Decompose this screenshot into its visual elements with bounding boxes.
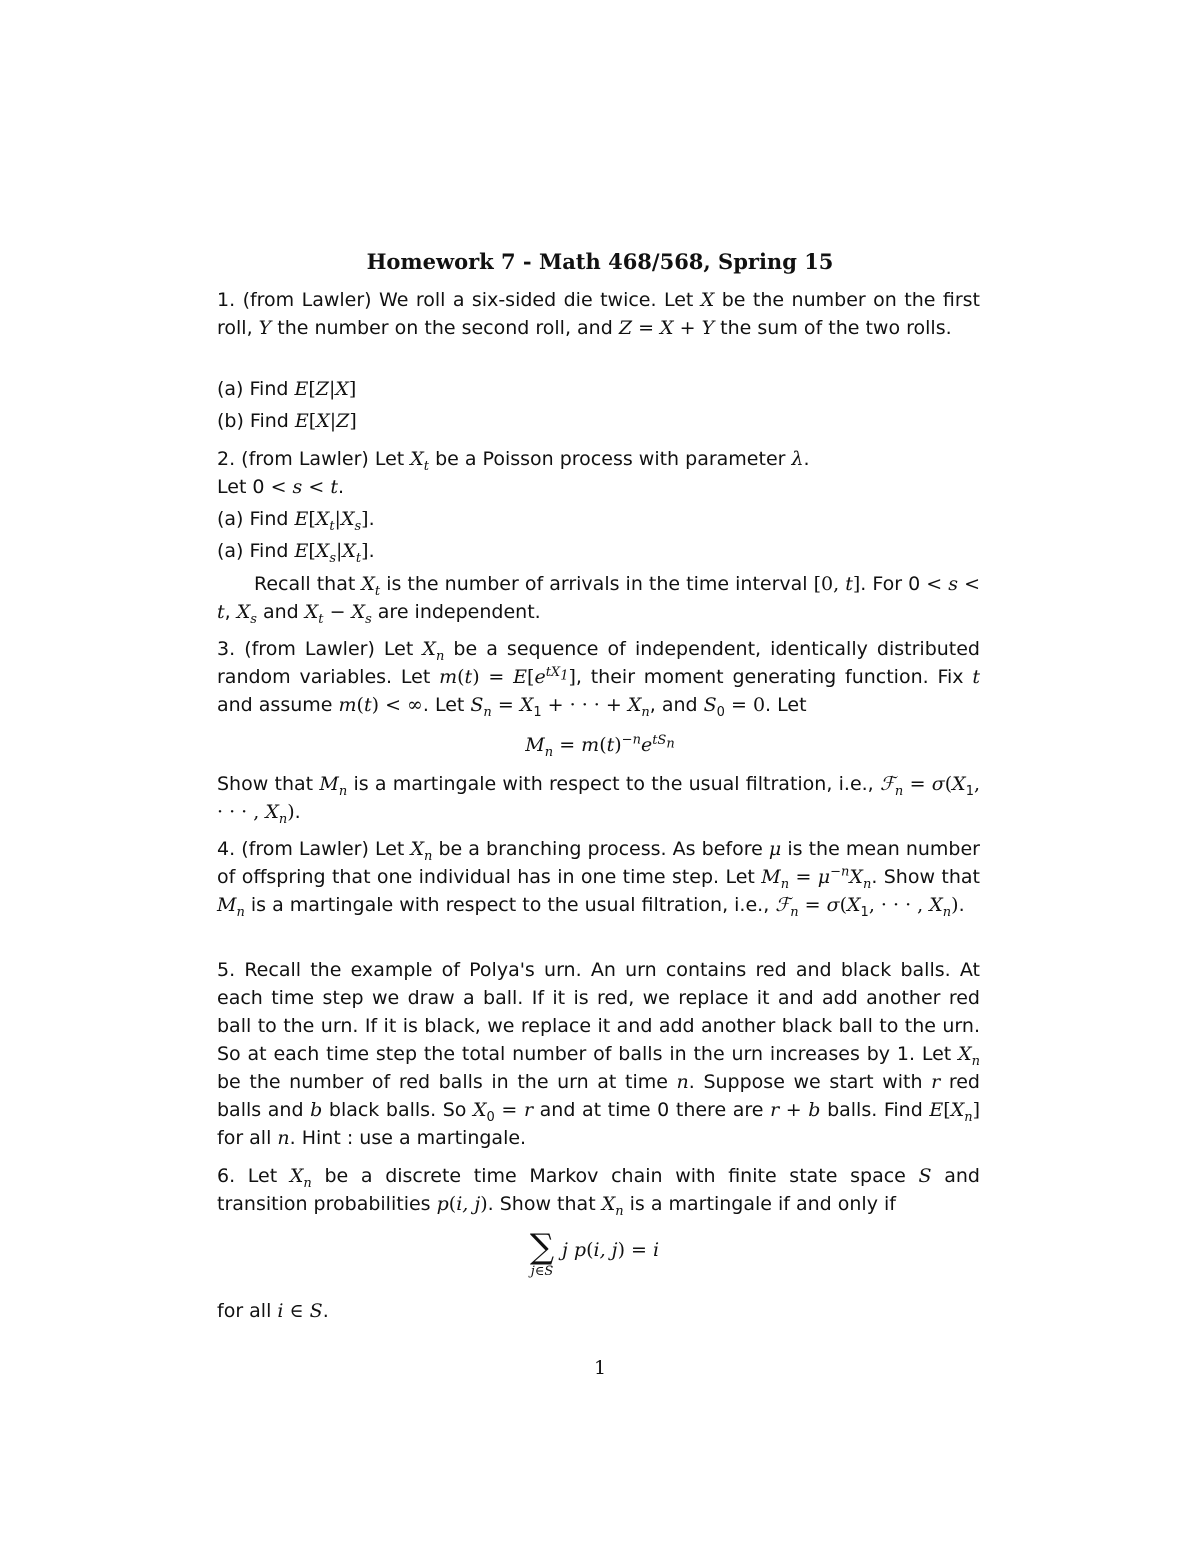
- problem-2: 2. (from Lawler) Let $X_t$ be a Poisson process with parameter λ.: [217, 448, 810, 474]
- problem-5: 5. Recall the example of Polya's urn. An urn contains red and black balls. At each time step we draw a ball. If it is red, we replace it and add another red ball to the urn. If it is black, we replace it and add another black ball to the urn. So at each time step the total number of balls in the urn increases by 1. Let $X_n$ be the number of red balls in the urn at time n. Suppose we start with r red balls and b black balls. So $X_0 = r$ and at time 0 there are r + b balls. Find $E[X_n]$ for all n. Hint : use a martingale.: [217, 959, 981, 1149]
- problem-6-display-equation: j p(i, j) = i: [562, 1239, 660, 1261]
- problem-3-conclusion: Show that $M_n$ is a martingale with respect to the usual filtration, i.e., ℱ$_n$ = $\sigma(X_1$, · · · , $X_n$).: [217, 773, 981, 827]
- problem-6-conclusion: for all i ∈ S.: [217, 1300, 329, 1322]
- problem-3: 3. (from Lawler) Let $X_n$ be a sequence of independent, identically distributed random variables. Let $m(t) = E[e^{tX_1}]$, their moment generating function. Fix t and assume m(t) < ∞. Let $S_n = X_1$ + · · · + $X_n$, and $S_0 = 0$. Let: [217, 638, 980, 720]
- page-title: Homework 7 - Math 468/568, Spring 15: [366, 249, 834, 274]
- problem-2-condition: Let 0 < s < t.: [217, 476, 344, 498]
- problem-3-display-equation: $M_n = m(t)^{-n}e^{tS_n}$: [525, 732, 675, 760]
- problem-1b: (b) Find E[X|Z]: [217, 410, 357, 432]
- page-number: 1: [593, 1357, 607, 1379]
- problem-2-note: Recall that $X_t$ is the number of arrivals in the time interval [0, t]. For 0 < s < t, $X_s$ and $X_t - X_s$ are independent.: [217, 573, 980, 627]
- problem-6: 6. Let $X_n$ be a discrete time Markov chain with finite state space S and transition probabilities p(i, j). Show that $X_n$ is a martingale if and only if: [217, 1165, 980, 1219]
- problem-2b: (a) Find $E[X_s|X_t]$.: [217, 540, 375, 566]
- problem-4: 4. (from Lawler) Let $X_n$ be a branching process. As before μ is the mean number of offspring that one individual has in one time step. Let $M_n = \mu^{-n}X_n$. Show that $M_n$ is a martingale with respect to the usual filtration, i.e., ℱ$_n$ = $\sigma(X_1$, · · · , $X_n$).: [217, 838, 980, 920]
- summation-symbol: ∑ j∈S: [529, 1227, 555, 1279]
- problem-2a: (a) Find $E[X_t|X_s]$.: [217, 508, 375, 534]
- problem-1: 1. (from Lawler) We roll a six-sided die twice. Let X be the number on the first roll, Y the number on the second roll, and Z = X + Y the sum of the two rolls.: [217, 289, 980, 339]
- problem-1a: (a) Find E[Z|X]: [217, 378, 357, 400]
